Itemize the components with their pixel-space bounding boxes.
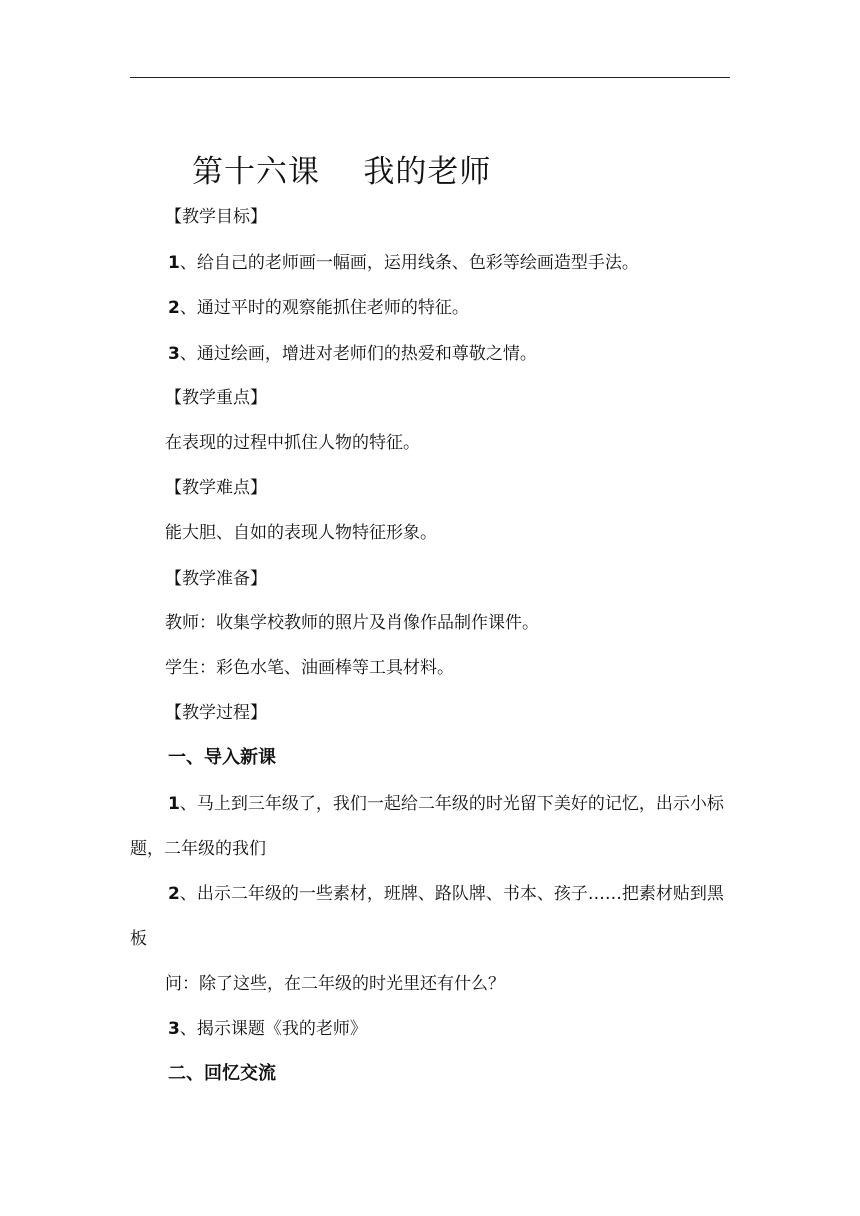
item-text: 、马上到三年级了，我们一起给二年级的时光留下美好的记忆，出示小标 — [179, 794, 724, 814]
item-number: 2 — [168, 884, 180, 904]
key-points-text: 在表现的过程中抓住人物的特征。 — [165, 433, 420, 453]
objective-text: 、通过平时的观察能抓住老师的特征。 — [179, 298, 469, 318]
item-number: 1 — [168, 794, 180, 814]
objective-item-1 — [168, 251, 639, 275]
part1-question: 问：除了这些，在二年级的时光里还有什么？ — [165, 974, 505, 994]
process-header: 【教学过程】 — [165, 703, 267, 723]
objective-item-2 — [168, 296, 469, 320]
page-title: 第十六课 我的老师 — [192, 154, 492, 190]
preparation-header: 【教学准备】 — [165, 569, 267, 589]
header-rule — [130, 77, 730, 78]
prep-student-text: 学生：彩色水笔、油画棒等工具材料。 — [165, 658, 454, 678]
objective-text: 、给自己的老师画一幅画，运用线条、色彩等绘画造型手法。 — [179, 253, 639, 273]
objective-number: 3 — [168, 344, 180, 364]
objectives-header: 【教学目标】 — [165, 207, 267, 227]
objective-item-3 — [168, 342, 537, 366]
item-text: 、揭示课题《我的老师》 — [179, 1019, 367, 1039]
difficulties-header: 【教学难点】 — [165, 478, 267, 498]
item-text: 、出示二年级的一些素材，班牌、路队牌、书本、孩子……把素材贴到黑 — [179, 884, 724, 904]
objective-number: 2 — [168, 298, 180, 318]
item-number: 3 — [168, 1019, 180, 1039]
part1-item-2-line2: 板 — [130, 929, 147, 949]
key-points-header: 【教学重点】 — [165, 388, 267, 408]
part1-item-1-line1 — [168, 792, 724, 816]
difficulties-text: 能大胆、自如的表现人物特征形象。 — [165, 523, 437, 543]
prep-teacher-text: 教师：收集学校教师的照片及肖像作品制作课件。 — [165, 613, 539, 633]
part1-item-3 — [168, 1017, 367, 1041]
objective-number: 1 — [168, 253, 180, 273]
part1-item-2-line1 — [168, 882, 724, 906]
part1-heading: 一、导入新课 — [168, 747, 276, 768]
part2-heading: 二、回忆交流 — [168, 1063, 276, 1084]
part1-item-1-line2: 题，二年级的我们 — [130, 839, 266, 859]
objective-text: 、通过绘画，增进对老师们的热爱和尊敬之情。 — [179, 344, 537, 364]
